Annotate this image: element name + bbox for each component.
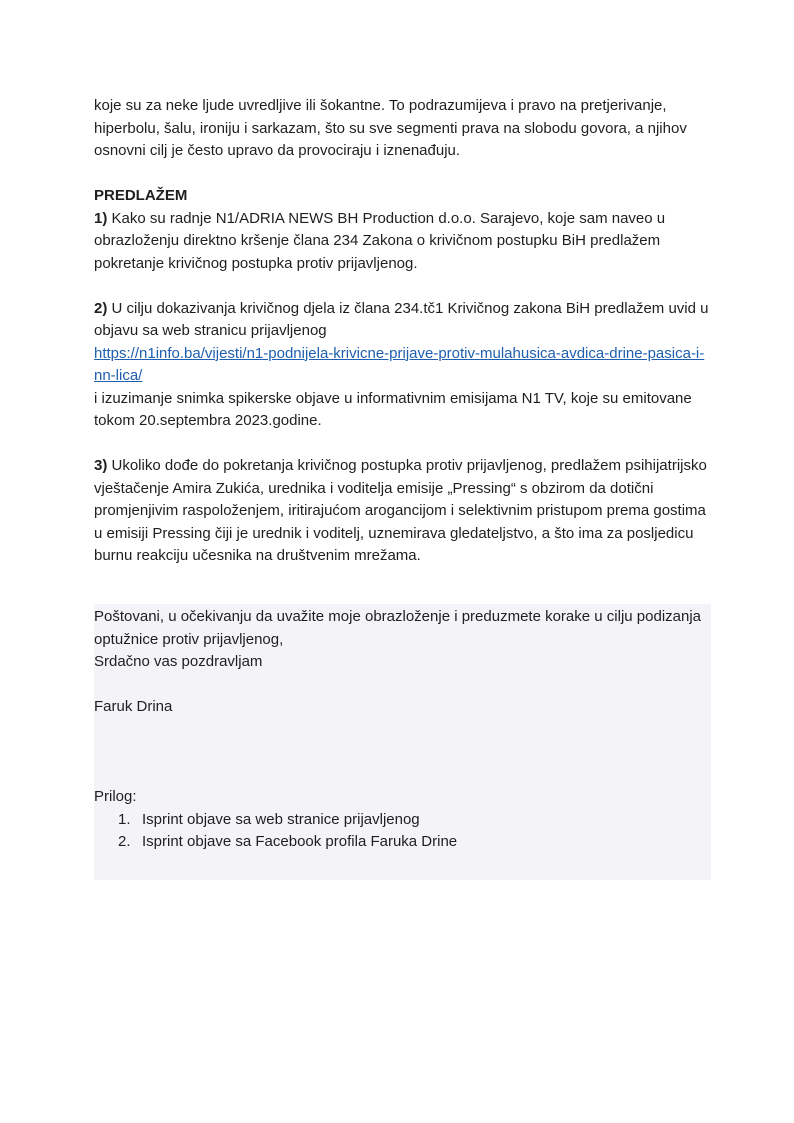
closing-greeting: Srdačno vas pozdravljam [94, 653, 263, 670]
spacer [94, 433, 711, 456]
evidence-link[interactable]: https://n1info.ba/vijesti/n1-podnijela-krivicne-prijave-protiv-mulahusica-avdica-drine-pasica-i-nn-lica/ [94, 344, 705, 384]
list-text: Isprint objave sa web stranice prijavljenog [142, 810, 420, 828]
attachments-label: Prilog: [94, 788, 137, 805]
proposal-item-2 [94, 298, 711, 343]
attachments-list [94, 809, 706, 854]
proposal-item-1 [94, 208, 711, 276]
list-item [94, 831, 706, 854]
list-number: 1. [118, 810, 131, 828]
list-number: 2. [118, 833, 131, 850]
list-text: Isprint objave sa Facebook profila Faruka Drine [142, 833, 458, 850]
spacer [94, 275, 711, 298]
intro-paragraph: koje su za neke ljude uvredljive ili šokantne. To podrazumijeva i pravo na pretjerivanje, hiperbolu, šalu, ironiju i sarkazam, što su sve segmenti prava na slobodu govora, a njihov osnovni cilj je često upravo da provociraju i iznenađuju. [94, 97, 687, 159]
spacer [94, 674, 706, 697]
proposal-link-line [94, 343, 711, 388]
proposal-text: Ukoliko dođe do pokretanja krivičnog postupka protiv prijavljenog, predlažem psihijatrijsko vještačenje Amira Zukića, urednika i voditelja emisije „Pressing“ s obzirom da dotični promjenjivim raspoloženjem, iritirajućom arogancijom i selektivnim pristupom prema gostima u emisiji Pressing čiji je urednik i voditelj, uznemirava gledateljstvo, a što ima za posljedicu burnu reakciju učesnika na društvenim mrežama. [94, 457, 707, 564]
proposal-number: 3) [94, 457, 108, 474]
proposal-text: Kako su radnje N1/ADRIA NEWS BH Production d.o.o. Sarajevo, koje sam naveo u obrazloženju direktno kršenje člana 234 Zakona o krivičnom postupku BiH predlažem pokretanje krivičnog postupka protiv prijavljenog. [94, 209, 666, 272]
spacer [94, 719, 706, 742]
list-item [94, 809, 706, 832]
proposal-text-after: i izuzimanje snimka spikerske objave u informativnim emisijama N1 TV, koje su emitovane tokom 20.septembra 2023.godine. [94, 389, 692, 429]
spacer [94, 764, 706, 787]
proposal-number: 1) [94, 209, 108, 227]
proposals-heading: PREDLAŽEM [94, 187, 188, 204]
closing-paragraph: Poštovani, u očekivanju da uvažite moje obrazloženje i preduzmete korake u cilju podizanja optužnice protiv prijavljenog, [94, 608, 702, 648]
proposal-item-3 [94, 455, 711, 568]
closing-section [94, 606, 706, 854]
spacer [94, 163, 711, 186]
signature: Faruk Drina [94, 698, 173, 715]
proposal-number: 2) [94, 299, 108, 317]
spacer [94, 741, 706, 764]
document-body [94, 95, 711, 568]
proposal-text: U cilju dokazivanja krivičnog djela iz člana 234.tč1 Krivičnog zakona BiH predlažem uvid u objavu sa web stranicu prijavljenog [94, 299, 709, 339]
